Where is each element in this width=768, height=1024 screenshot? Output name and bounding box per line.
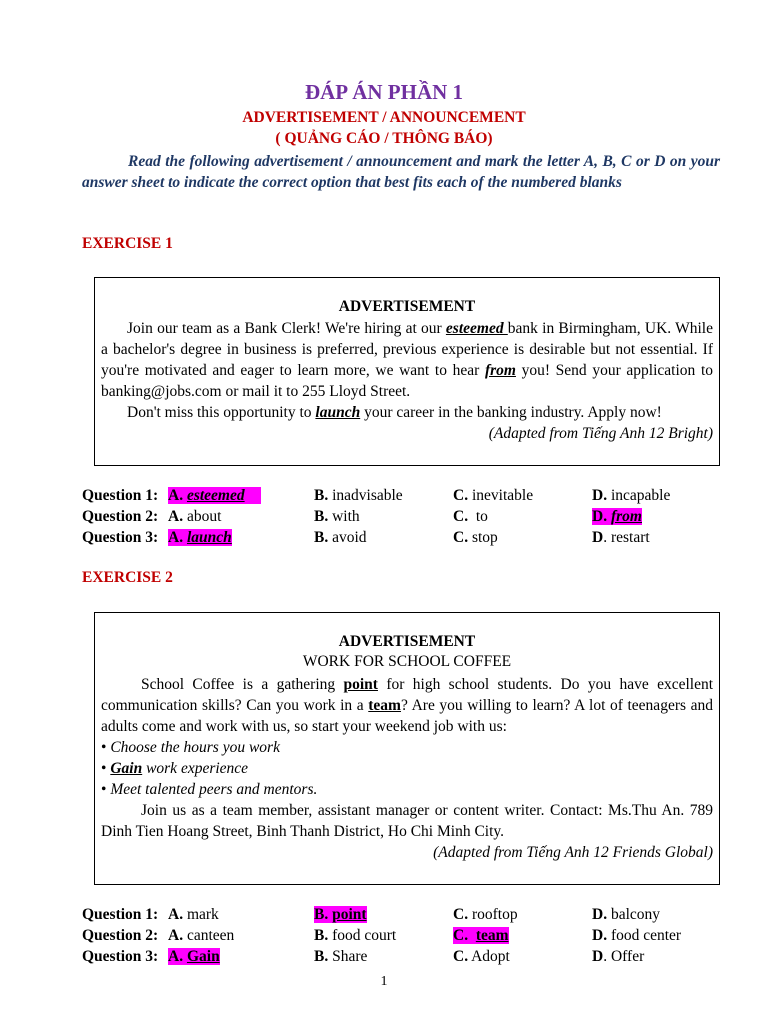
option-text: to (475, 508, 488, 525)
ex1-p1-text-a: Join our team as a Bank Clerk! We're hiring at our (127, 320, 446, 337)
ex1-p1-text-b: bank in Birmingham, UK. While a bachelor's degree in business is preferred, previous experience is desirable but not essential. If you're motivated and eager to learn more, we want to hear (101, 320, 713, 379)
answer-option-d (592, 925, 681, 946)
answer-option-a (168, 904, 219, 925)
question-label: Question 3: (82, 948, 159, 965)
answer-option-b (314, 946, 367, 967)
ex2-keyword-point: point (343, 676, 378, 693)
instruction-content: Read the following advertisement / announcement and mark the letter A, B, C or D on your answer sheet to indicate the correct option that best fits each of the numbered blanks (82, 153, 720, 191)
bullet-text: Meet talented peers and mentors. (110, 781, 318, 798)
option-text: with (332, 508, 360, 525)
answer-option-a (168, 527, 232, 548)
answer-option-c (453, 904, 518, 925)
option-letter: A. (168, 906, 184, 923)
option-letter: B. (314, 948, 329, 965)
option-letter: B. (314, 927, 329, 944)
exercise-2-box (94, 612, 720, 885)
option-letter: D (592, 529, 604, 546)
answer-option-b (314, 925, 396, 946)
exercise-2-paragraph-1 (101, 674, 713, 737)
ex1-keyword-from: from (484, 362, 516, 379)
option-text: rooftop (471, 906, 518, 923)
ex2-p1-text-a: School Coffee is a gathering (141, 676, 344, 693)
ex1-keyword-esteemed: esteemed (445, 320, 508, 337)
bullet-text: work experience (142, 760, 249, 777)
option-letter: C. (453, 927, 469, 944)
answer-option-b (314, 527, 367, 548)
answer-option-d (592, 904, 660, 925)
exercise-1-source: (Adapted from Tiếng Anh 12 Bright) (488, 425, 713, 442)
option-text: . Offer (603, 948, 645, 965)
option-text: from (610, 508, 642, 525)
option-letter: A. (168, 487, 184, 504)
bullet-item: • Choose the hours you work (101, 739, 280, 756)
question-label: Question 1: (82, 906, 159, 923)
exercise-2-source: (Adapted from Tiếng Anh 12 Friends Global) (433, 844, 713, 861)
option-letter: D. (592, 927, 608, 944)
option-text: Gain (186, 948, 220, 965)
instruction-text (82, 151, 720, 193)
ex1-p2-text-a: Don't miss this opportunity to (127, 404, 316, 421)
ex2-keyword-gain: Gain (110, 760, 143, 777)
option-letter: C. (453, 508, 469, 525)
ex2-p1-text-c: ? Are you willing to learn? A lot of teenagers and adults come and work with us, so start your weekend job with us: (101, 697, 713, 735)
exercise-2-label: EXERCISE 2 (82, 569, 173, 586)
exercise-1-box-title: ADVERTISEMENT (338, 298, 476, 315)
exercise-1-paragraph-2 (101, 402, 713, 423)
answer-option-c (453, 925, 509, 946)
answer-option-a (168, 485, 261, 506)
option-letter: D (592, 948, 604, 965)
exercise-2-paragraph-2 (101, 800, 713, 842)
question-label: Question 2: (82, 508, 159, 525)
answer-option-a (168, 506, 221, 527)
page-number: 1 (380, 974, 388, 989)
option-letter: C. (453, 948, 469, 965)
exercise-2-box-subtitle: WORK FOR SCHOOL COFFEE (302, 653, 512, 670)
section-subtitle-vietnamese: ( QUẢNG CÁO / THÔNG BÁO) (275, 130, 493, 147)
option-text: about (186, 508, 222, 525)
option-text: food center (610, 927, 682, 944)
section-subtitle: ADVERTISEMENT / ANNOUNCEMENT (242, 109, 526, 126)
option-letter: B. (314, 508, 329, 525)
option-text: avoid (332, 529, 367, 546)
option-text: inevitable (471, 487, 534, 504)
exercise-1-label: EXERCISE 1 (82, 235, 173, 252)
answer-option-d (592, 485, 670, 506)
bullet-item: • Meet talented peers and mentors. (101, 781, 318, 798)
option-text: launch (186, 529, 232, 546)
answer-option-d (592, 506, 642, 527)
bullet-item: • Gain work experience (101, 760, 249, 777)
option-letter: C. (453, 529, 469, 546)
option-text: balcony (610, 906, 661, 923)
option-text: . restart (603, 529, 650, 546)
option-letter: A. (168, 948, 184, 965)
answer-option-b (314, 904, 367, 925)
option-text: mark (186, 906, 219, 923)
option-text: incapable (610, 487, 671, 504)
exercise-2-box-title: ADVERTISEMENT (338, 633, 476, 650)
answer-option-c (453, 946, 510, 967)
option-letter: D. (592, 487, 608, 504)
option-text: food court (332, 927, 397, 944)
option-text: inadvisable (332, 487, 403, 504)
option-text: team (475, 927, 509, 944)
answer-option-a (168, 925, 234, 946)
option-letter: A. (168, 927, 184, 944)
ex1-p1-text-c: you! Send your application to banking@jobs.com or mail it to 255 Lloyd Street. (101, 362, 713, 400)
option-letter: B. (314, 529, 329, 546)
answer-option-a (168, 946, 220, 967)
ex1-keyword-launch: launch (315, 404, 361, 421)
page-title: ĐÁP ÁN PHẦN 1 (304, 80, 464, 104)
option-text: point (332, 906, 367, 923)
option-letter: D. (592, 906, 608, 923)
option-text: Share (332, 948, 368, 965)
option-text: Adopt (471, 948, 510, 965)
option-letter: A. (168, 508, 184, 525)
answer-option-c (453, 506, 488, 527)
exercise-1-box (94, 277, 720, 466)
option-text: stop (471, 529, 498, 546)
question-label: Question 1: (82, 487, 159, 504)
option-letter: A. (168, 529, 184, 546)
option-text: canteen (186, 927, 235, 944)
option-letter: B. (314, 906, 329, 923)
answer-option-d (592, 527, 650, 548)
option-text: esteemed (186, 487, 245, 504)
ex1-p2-text-b: your career in the banking industry. Apply now! (360, 404, 662, 421)
option-letter: C. (453, 906, 469, 923)
ex2-p1-text-b: for high school students. Do you have excellent communication skills? Can you work in a (101, 676, 714, 714)
option-letter: B. (314, 487, 329, 504)
answer-option-b (314, 485, 403, 506)
answer-option-c (453, 485, 533, 506)
option-letter: D. (592, 508, 608, 525)
answer-option-b (314, 506, 360, 527)
exercise-1-paragraph-1 (101, 318, 713, 402)
answer-option-c (453, 527, 498, 548)
question-label: Question 2: (82, 927, 159, 944)
ex2-keyword-team: team (368, 697, 401, 714)
ex2-p2-text: Join us as a team member, assistant manager or content writer. Contact: Ms.Thu An. 789 Dinh Tien Hoang Street, Binh Thanh District, Ho Chi Minh City. (101, 802, 713, 840)
option-letter: C. (453, 487, 469, 504)
bullet-text: Choose the hours you work (110, 739, 280, 756)
question-label: Question 3: (82, 529, 159, 546)
answer-option-d (592, 946, 644, 967)
